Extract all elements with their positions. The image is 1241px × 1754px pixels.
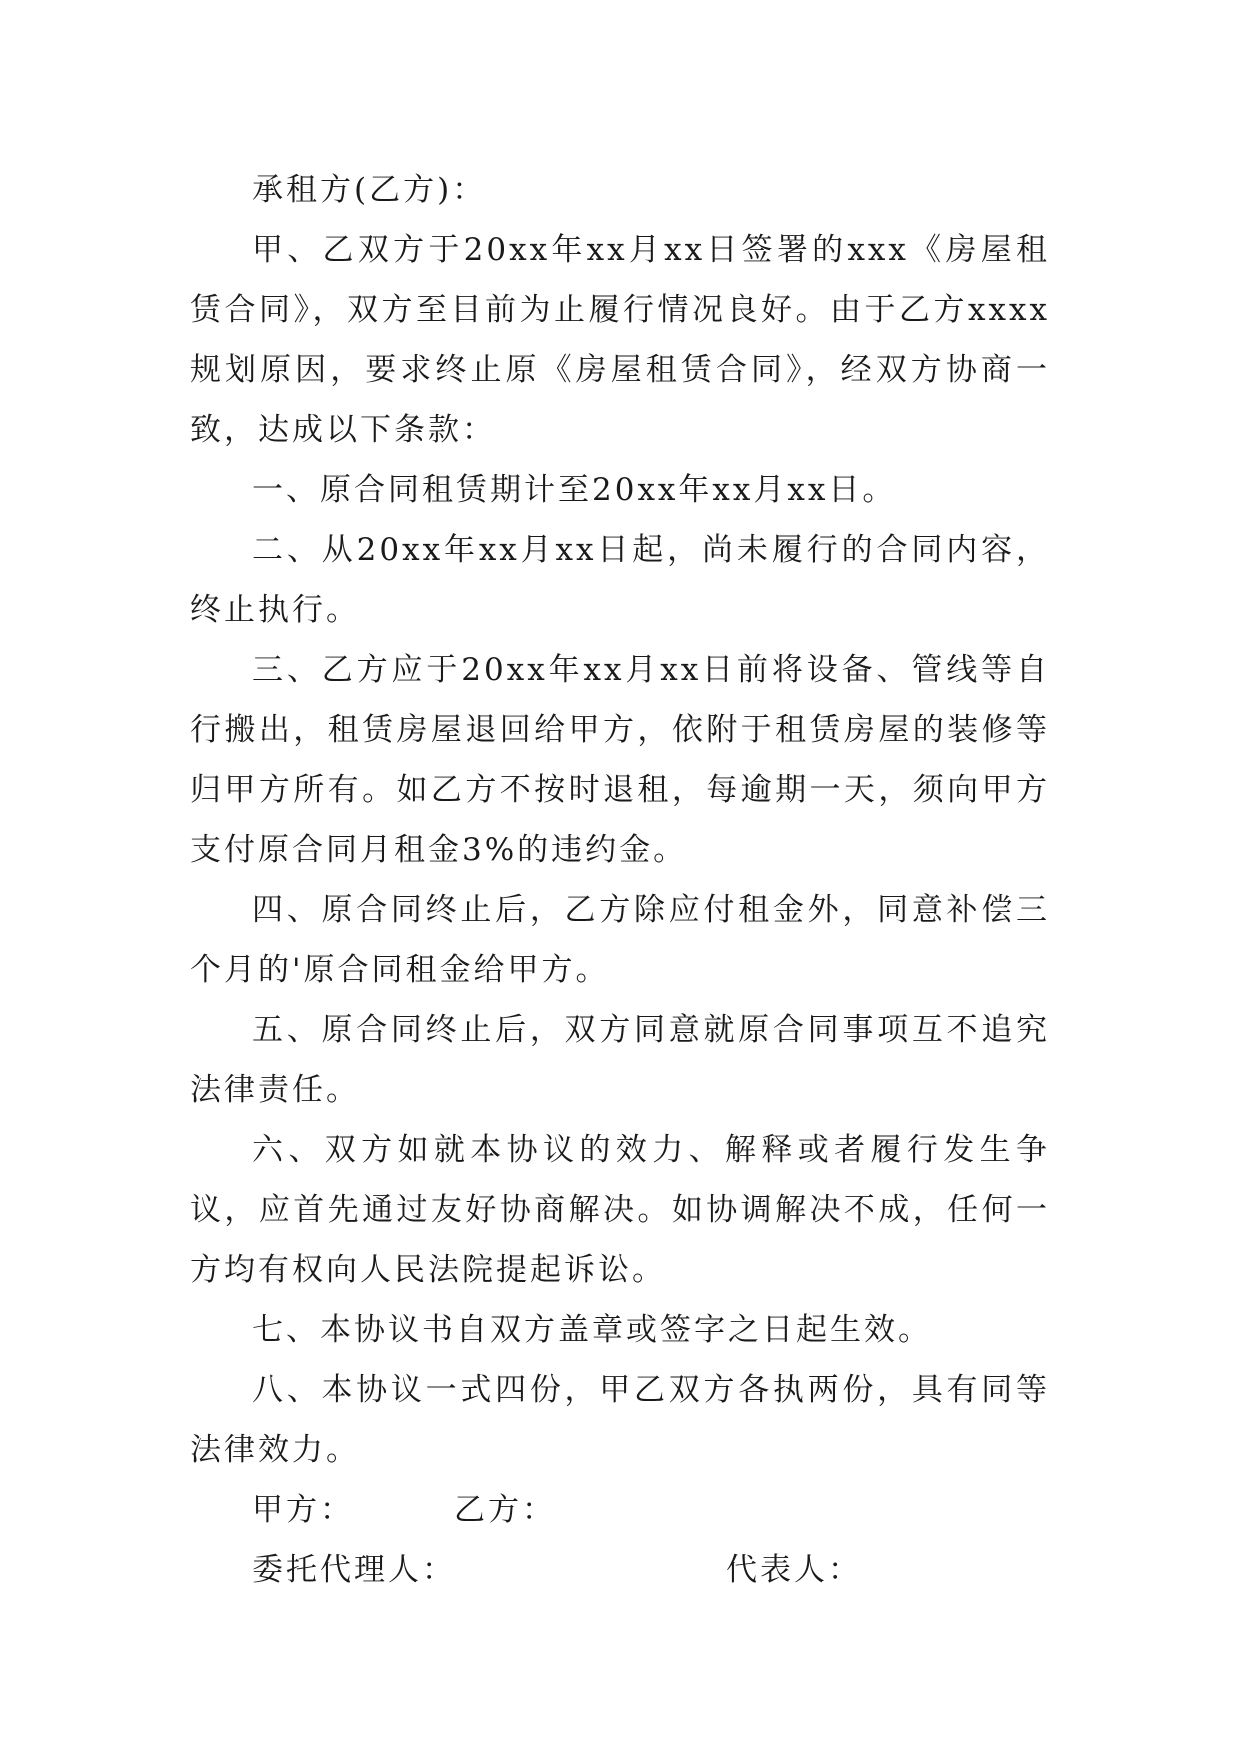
clause-5: 五、原合同终止后，双方同意就原合同事项互不追究法律责任。	[190, 1012, 1050, 1108]
signature-row-agents	[190, 1540, 1050, 1600]
party-b-label: 乙方：	[454, 1492, 556, 1528]
party-a-label: 甲方：	[252, 1492, 354, 1528]
signature-row-parties	[190, 1480, 1050, 1540]
representative-label: 代表人：	[726, 1552, 862, 1588]
lessee-line: 承租方(乙方)：	[252, 172, 487, 208]
agent-label: 委托代理人：	[252, 1552, 456, 1588]
clause-2: 二、从20xx年xx月xx日起，尚未履行的合同内容，终止执行。	[190, 532, 1050, 628]
clause-6: 六、双方如就本协议的效力、解释或者履行发生争议，应首先通过友好协商解决。如协调解决不成，任何一方均有权向人民法院提起诉讼。	[190, 1132, 1050, 1288]
agreement-body	[190, 160, 1050, 1600]
intro-paragraph: 甲、乙双方于20xx年xx月xx日签署的xxx《房屋租赁合同》，双方至目前为止履行情况良好。由于乙方xxxx规划原因，要求终止原《房屋租赁合同》，经双方协商一致，达成以下条款：	[190, 232, 1050, 448]
clause-3: 三、乙方应于20xx年xx月xx日前将设备、管线等自行搬出，租赁房屋退回给甲方，依附于租赁房屋的装修等归甲方所有。如乙方不按时退租，每逾期一天，须向甲方支付原合同月租金3%的违约金。	[190, 652, 1050, 868]
clause-7: 七、本协议书自双方盖章或签字之日起生效。	[252, 1312, 932, 1348]
clause-8: 八、本协议一式四份，甲乙双方各执两份，具有同等法律效力。	[190, 1372, 1050, 1468]
clause-1: 一、原合同租赁期计至20xx年xx月xx日。	[252, 472, 897, 508]
clause-4: 四、原合同终止后，乙方除应付租金外，同意补偿三个月的'原合同租金给甲方。	[190, 892, 1050, 988]
